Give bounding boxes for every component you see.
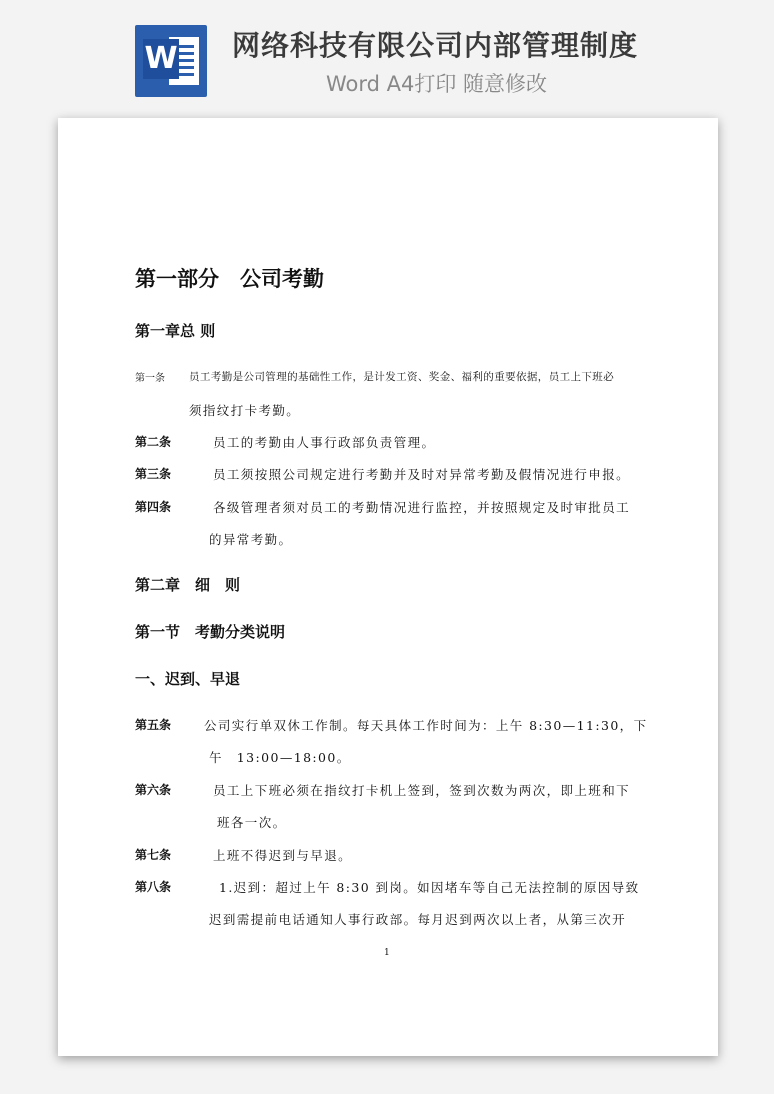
article-4-line-1: 各级管理者须对员工的考勤情况进行监控，并按照规定及时审批员工 <box>213 500 631 515</box>
article-8-label: 第八条 <box>135 880 172 894</box>
article-4-line-2: 的异常考勤。 <box>209 532 293 547</box>
chapter-1-heading: 第一章总 则 <box>135 322 216 340</box>
header-title: 网络科技有限公司内部管理制度 <box>232 29 639 62</box>
article-3-label: 第三条 <box>135 467 172 481</box>
document-page <box>58 118 718 1056</box>
section-1-heading: 第一节 考勤分类说明 <box>135 623 286 641</box>
article-5-label: 第五条 <box>135 718 172 732</box>
header-subtitle: Word A4打印 随意修改 <box>326 72 548 96</box>
article-1-line-2: 须指纹打卡考勤。 <box>189 403 301 418</box>
article-7-label: 第七条 <box>135 848 172 862</box>
part-title: 第一部分 公司考勤 <box>135 266 324 291</box>
article-2-line-1: 员工的考勤由人事行政部负责管理。 <box>213 435 436 450</box>
article-8-line-2: 迟到需提前电话通知人事行政部。每月迟到两次以上者，从第三次开 <box>209 912 627 927</box>
header-banner <box>0 0 774 118</box>
article-2-label: 第二条 <box>135 435 172 449</box>
article-4-label: 第四条 <box>135 500 172 514</box>
article-1-line-1: 员工考勤是公司管理的基础性工作，是计发工资、奖金、福利的重要依据，员工上下班必 <box>189 371 615 383</box>
article-6-line-2: 班各一次。 <box>217 815 287 830</box>
article-5-line-2: 午 13:00—18:00。 <box>209 750 351 765</box>
article-7-line-1: 上班不得迟到与早退。 <box>213 848 353 863</box>
article-3-line-1: 员工须按照公司规定进行考勤并及时对异常考勤及假情况进行申报。 <box>213 467 631 482</box>
article-8-line-1: 1.迟到：超过上午 8:30 到岗。如因堵车等自己无法控制的原因导致 <box>219 880 640 895</box>
subsection-heading: 一、迟到、早退 <box>135 670 241 688</box>
word-logo-letter: W <box>143 39 179 79</box>
article-6-line-1: 员工上下班必须在指纹打卡机上签到，签到次数为两次，即上班和下 <box>213 783 631 798</box>
word-icon <box>135 25 207 97</box>
page-number: 1 <box>384 948 390 958</box>
chapter-2-heading: 第二章 细 则 <box>135 576 241 594</box>
article-5-line-1: 公司实行单双休工作制。每天具体工作时间为：上午 8:30—11:30，下 <box>204 718 648 733</box>
article-6-label: 第六条 <box>135 783 172 797</box>
article-1-label: 第一条 <box>135 373 165 384</box>
